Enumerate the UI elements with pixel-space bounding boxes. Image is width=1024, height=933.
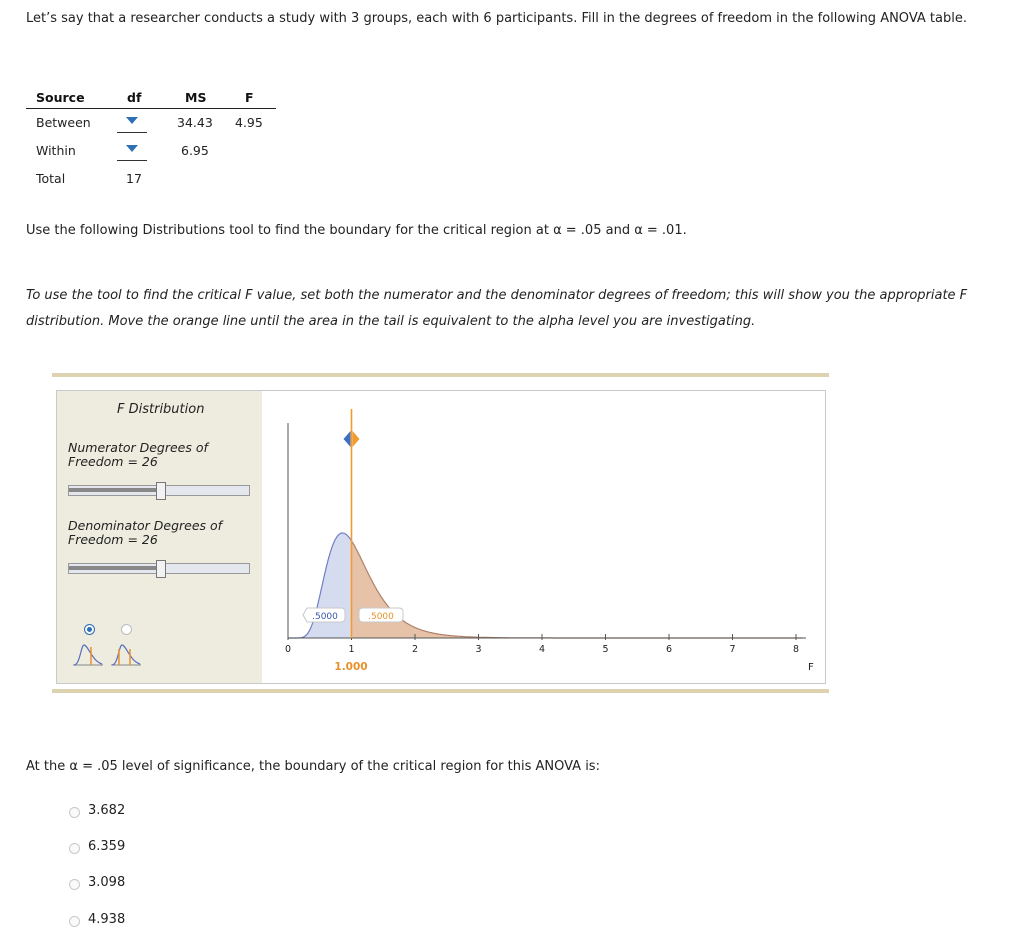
question-text: At the α = .05 level of significance, the boundary of the critical region for this ANOVA is: — [26, 759, 600, 774]
x-tick-label-7: 7 — [729, 644, 736, 655]
line-handle-right-arrow[interactable] — [353, 431, 360, 447]
option-1-label[interactable]: 3.682 — [88, 803, 126, 818]
x-tick-label-4: 4 — [538, 644, 546, 655]
row-between-f: 4.95 — [235, 115, 263, 130]
x-tick-label-8: 8 — [792, 644, 800, 655]
x-tick-label-0: 0 — [284, 644, 292, 655]
x-tick-label-1: 1 — [348, 644, 355, 655]
denominator-df-label-line2: Freedom = 26 — [68, 532, 158, 547]
df-between-dropdown[interactable] — [117, 112, 147, 133]
header-f: F — [245, 90, 254, 105]
header-divider — [26, 108, 276, 109]
instruction-text: Use the following Distributions tool to find the boundary for the critical region at α = .05 and α = .01. — [26, 223, 687, 238]
row-between-source: Between — [36, 115, 91, 130]
df-within-dropdown[interactable] — [117, 140, 147, 161]
x-tick-label-3: 3 — [475, 644, 482, 655]
denominator-slider-handle[interactable] — [156, 560, 166, 578]
right-area-fill — [352, 541, 803, 638]
x-tick-label-2: 2 — [411, 644, 419, 655]
chevron-down-icon — [126, 117, 138, 124]
option-3-radio[interactable] — [69, 879, 80, 890]
tool-control-panel — [57, 391, 262, 683]
line-handle-left-arrow[interactable] — [344, 431, 351, 447]
option-2-label[interactable]: 6.359 — [88, 839, 126, 854]
one-tail-radio[interactable] — [84, 624, 95, 635]
right-area-label — [359, 608, 403, 622]
right-area-value: .5000 — [368, 612, 394, 622]
italic-instruction-line1: To use the tool to find the critical F value, set both the numerator and the denominator degrees of freedom; this will show you the appropriate F — [26, 288, 968, 303]
numerator-df-label: Numerator Degrees of Freedom = 26 — [68, 440, 208, 469]
header-df: df — [127, 90, 142, 105]
header-ms: MS — [185, 90, 207, 105]
row-between-ms: 34.43 — [177, 115, 213, 130]
f-distribution-tool — [56, 390, 826, 684]
chevron-down-icon — [126, 145, 138, 152]
tool-top-border — [52, 373, 829, 377]
x-tick-label-5: 5 — [602, 644, 609, 655]
tool-bottom-border — [52, 689, 829, 693]
density-curve-right — [352, 541, 803, 638]
f-distribution-plot — [263, 391, 823, 681]
left-area-value: .5000 — [312, 612, 338, 622]
x-tick-label-6: 6 — [665, 644, 673, 655]
two-tail-radio[interactable] — [121, 624, 132, 635]
one-tail-icon[interactable] — [72, 641, 104, 667]
left-area-label — [303, 608, 345, 622]
x-axis-label: F — [808, 662, 814, 673]
intro-text: Let’s say that a researcher conducts a study with 3 groups, each with 6 participants. Fill in the degrees of freedom in the following ANOVA table. — [26, 11, 967, 26]
numerator-slider-handle[interactable] — [156, 482, 166, 500]
italic-instruction-line2: distribution. Move the orange line until the area in the tail is equivalent to the alpha level you are investigating. — [26, 314, 756, 329]
option-2-radio[interactable] — [69, 843, 80, 854]
tool-title: F Distribution — [117, 402, 205, 417]
option-3-label[interactable]: 3.098 — [88, 875, 126, 890]
denominator-df-slider[interactable] — [68, 563, 250, 574]
row-total-df: 17 — [126, 171, 142, 186]
row-total-source: Total — [36, 171, 66, 186]
header-source: Source — [36, 90, 85, 105]
critical-value-readout: 1.000 — [334, 661, 368, 673]
row-within-ms: 6.95 — [181, 143, 209, 158]
option-4-label[interactable]: 4.938 — [88, 912, 126, 927]
denominator-df-label-line1: Denominator Degrees of — [68, 518, 223, 533]
numerator-df-slider[interactable] — [68, 485, 250, 496]
option-1-radio[interactable] — [69, 807, 80, 818]
two-tail-icon[interactable] — [110, 641, 142, 667]
row-within-source: Within — [36, 143, 76, 158]
option-4-radio[interactable] — [69, 916, 80, 927]
